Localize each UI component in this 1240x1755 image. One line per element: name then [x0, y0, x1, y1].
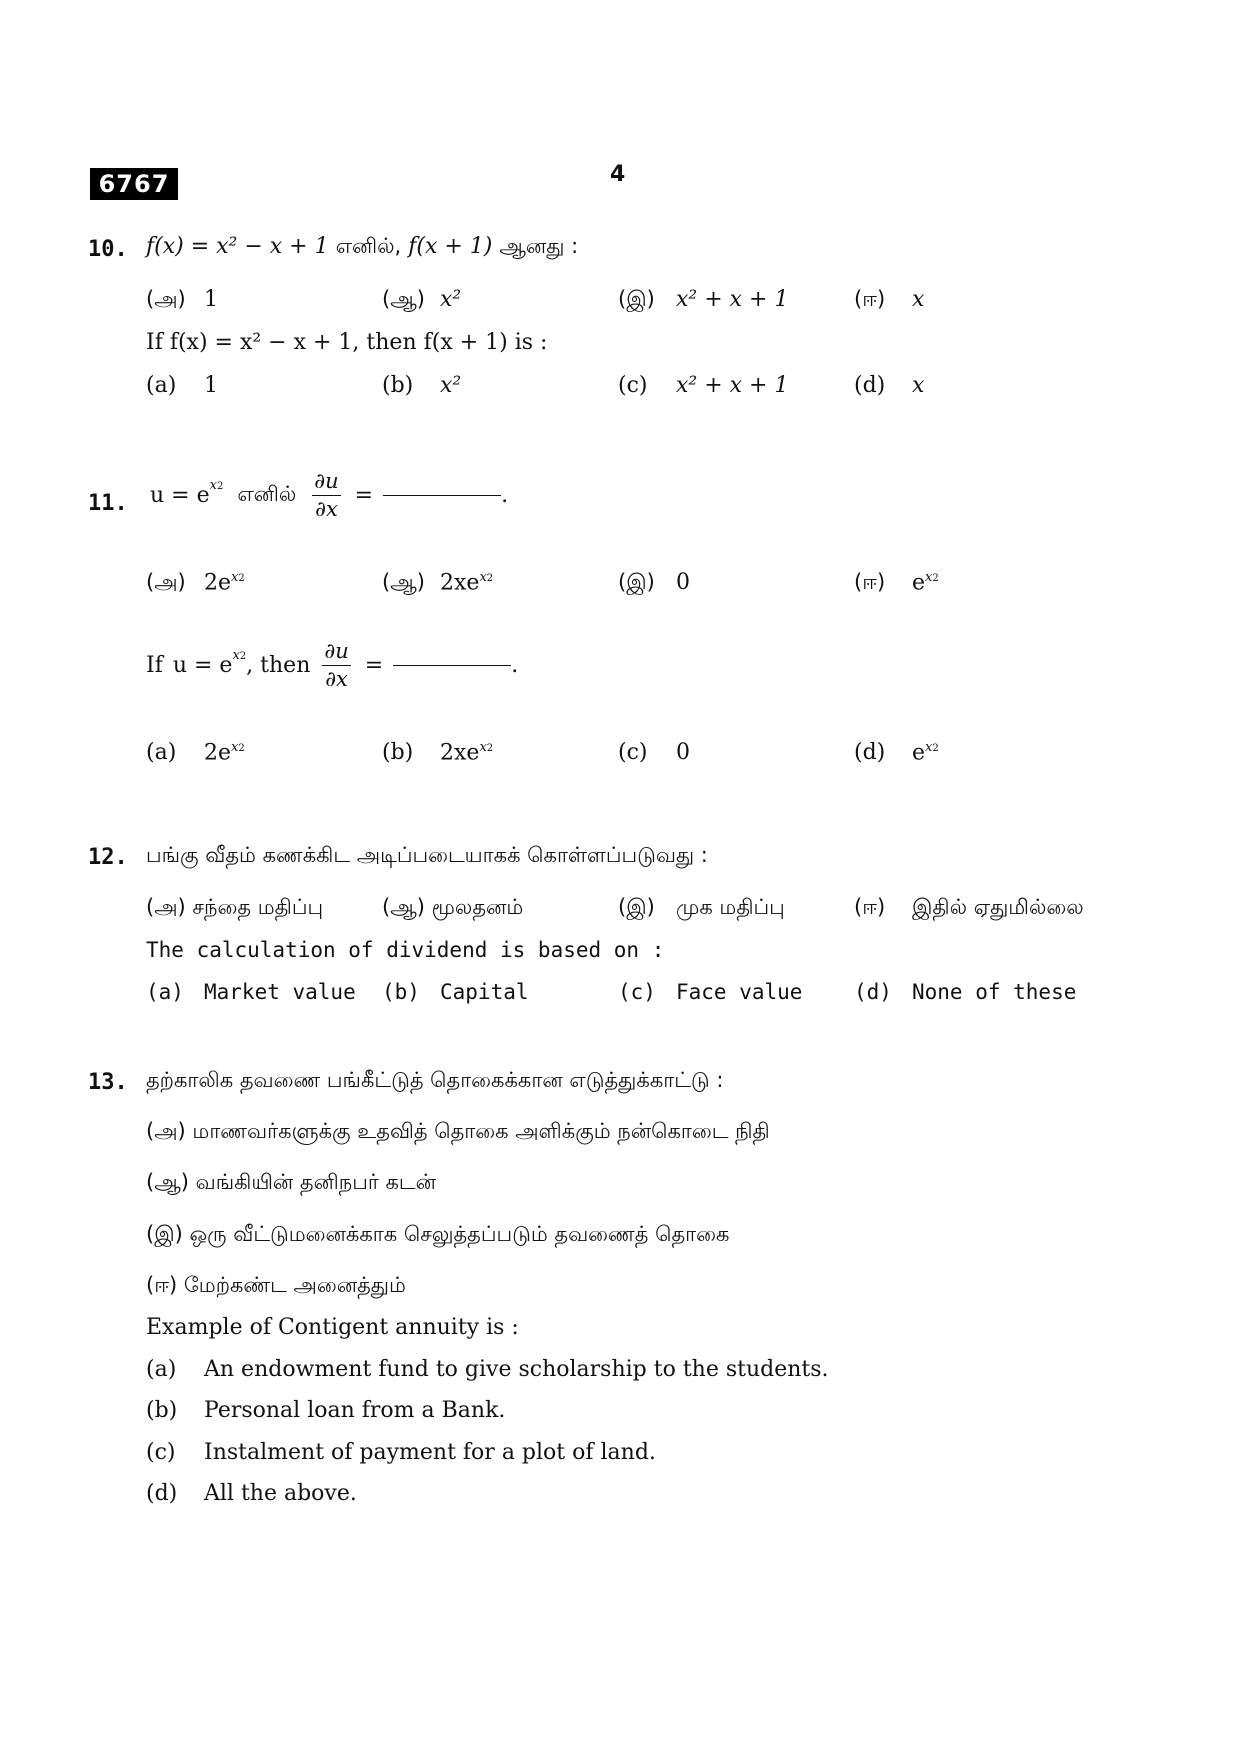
q12-english-option-c: (c) Face value: [618, 980, 803, 1004]
q11-english-option-d: (d) $e^{x2}$: [854, 740, 939, 766]
q13-english-option-d: (d) All the above.: [146, 1481, 357, 1506]
question-number: 10.: [88, 237, 128, 262]
q11-tamil-stem: u = e $^{x2}$ எனில் $\frac{\partial u}{\partial x}$ = .: [150, 469, 509, 522]
q13-tamil-option-d: (ஈ) மேற்கண்ட அனைத்தும்: [146, 1273, 406, 1297]
q13-english-option-c: (c) Instalment of payment for a plot of land.: [146, 1440, 656, 1465]
q11-tamil-option-a: (அ) $2e^{x2}$: [146, 570, 245, 596]
answer-blank: [383, 495, 501, 496]
q13-english-option-b: (b) Personal loan from a Bank.: [146, 1398, 506, 1423]
q12-english-option-b: (b) Capital: [382, 980, 529, 1004]
q10-english-option-b: (b) x²: [382, 373, 462, 398]
partial-derivative: $\frac{\partial u}{\partial x}$: [314, 469, 339, 522]
q10-english-option-a: (a) 1: [146, 373, 218, 398]
partial-derivative: $\frac{\partial u}{\partial x}$: [324, 639, 349, 692]
q11-tamil-option-d: (ஈ) $e^{x2}$: [854, 570, 939, 596]
q12-tamil-option-c: (இ) முக மதிப்பு: [618, 895, 785, 919]
q12-english-stem: The calculation of dividend is based on :: [146, 938, 665, 962]
q11-tamil-option-b: (ஆ) $2xe^{x2}$: [382, 570, 494, 596]
q12-tamil-stem: பங்கு வீதம் கணக்கிட அடிப்படையாகக் கொள்ளப்படுவது :: [146, 843, 708, 867]
q10-tamil-option-d: (ஈ) x: [854, 287, 925, 312]
q10-english-option-d: (d) x: [854, 373, 925, 398]
q11-english-option-c: (c) 0: [618, 740, 690, 765]
q13-english-option-a: (a) An endowment fund to give scholarship to the students.: [146, 1357, 829, 1382]
question-number: 11.: [88, 491, 128, 516]
q13-english-stem: Example of Contigent annuity is :: [146, 1315, 519, 1340]
q12-english-option-a: (a) Market value: [146, 980, 356, 1004]
q12-tamil-option-a: (அ) சந்தை மதிப்பு: [146, 895, 324, 919]
page-number: 4: [610, 162, 626, 187]
q12-tamil-option-d: (ஈ) இதில் ஏதுமில்லை: [854, 895, 1084, 919]
q10-english-option-c: (c) x² + x + 1: [618, 373, 789, 398]
answer-blank: [393, 665, 511, 666]
q12-english-option-d: (d) None of these: [854, 980, 1077, 1004]
q11-tamil-option-c: (இ) 0: [618, 570, 690, 595]
q10-english-stem: If f(x) = x² − x + 1, then f(x + 1) is :: [146, 330, 548, 355]
paper-code-badge: [90, 168, 178, 200]
q13-tamil-stem: தற்காலிக தவணை பங்கீட்டுத் தொகைக்கான எடுத்துக்காட்டு :: [146, 1068, 724, 1092]
q13-tamil-option-c: (இ) ஒரு வீட்டுமனைக்காக செலுத்தப்படும் தவணைத் தொகை: [146, 1222, 730, 1246]
q11-english-option-a: (a) $2e^{x2}$: [146, 740, 245, 766]
q11-english-option-b: (b) $2xe^{x2}$: [382, 740, 494, 766]
q12-tamil-option-b: (ஆ) மூலதனம்: [382, 895, 524, 919]
question-number: 12.: [88, 845, 128, 870]
question-number: 13.: [88, 1070, 128, 1095]
q10-tamil-option-c: (இ) x² + x + 1: [618, 287, 789, 312]
q13-tamil-option-b: (ஆ) வங்கியின் தனிநபர் கடன்: [146, 1170, 436, 1194]
paper-code: 6767: [98, 170, 170, 198]
q11-english-stem: If u = e $^{x2}$ , then $\frac{\partial u}{\partial x}$ = .: [146, 639, 519, 692]
q10-tamil-option-a: (அ) 1: [146, 287, 218, 312]
q10-tamil-stem: f(x) = x² − x + 1 எனில், f(x + 1) ஆனது :: [146, 234, 579, 259]
q10-tamil-option-b: (ஆ) x²: [382, 287, 462, 312]
q13-tamil-option-a: (அ) மாணவர்களுக்கு உதவித் தொகை அளிக்கும் நன்கொடை நிதி: [146, 1119, 770, 1143]
